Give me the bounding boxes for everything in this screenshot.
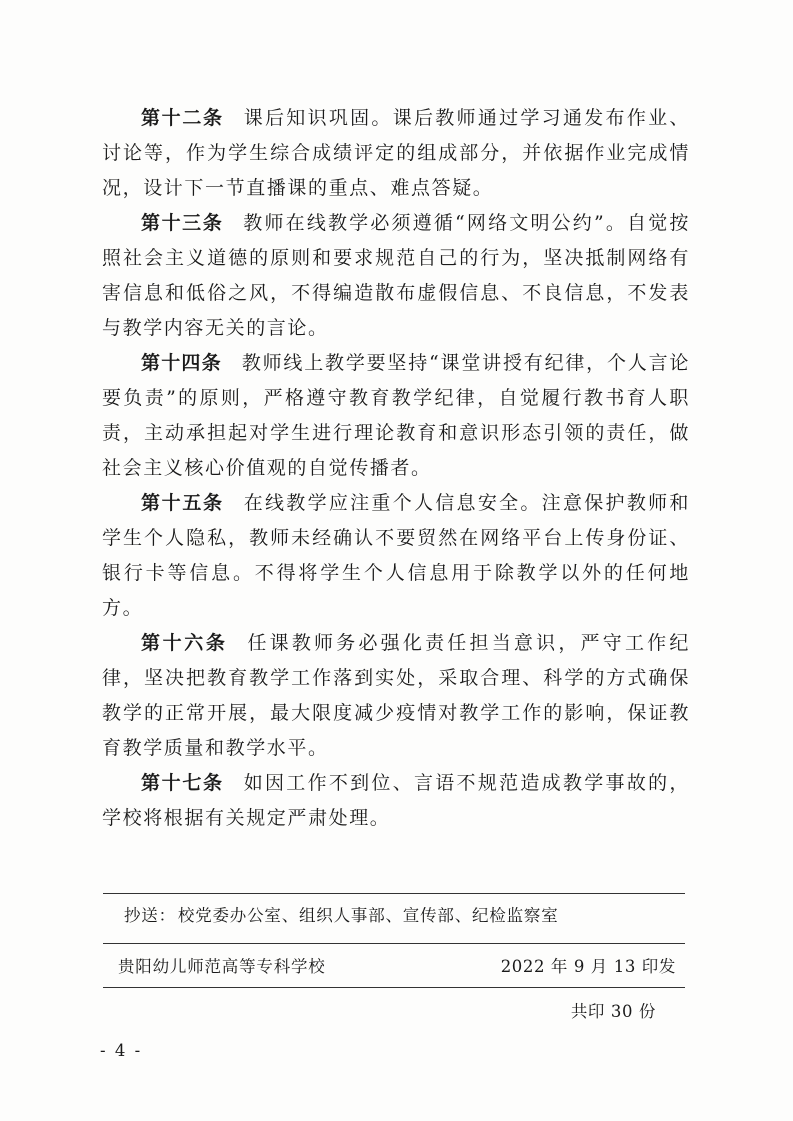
cc-recipients: 校党委办公室、组织人事部、宣传部、纪检监察室	[177, 906, 559, 925]
footer-divider-bottom	[103, 987, 685, 988]
article-text: 课后知识巩固。课后教师通过学习通发布作业、讨论等，作为学生综合成绩评定的组成部分，并依据作业完成情况，设计下一节直播课的重点、难点答疑。	[102, 107, 690, 199]
article-list	[102, 101, 690, 836]
issuing-institution: 贵阳幼儿师范高等专科学校	[118, 957, 326, 976]
article-number: 第十七条	[141, 772, 224, 794]
article-text: 教师在线教学必须遵循“网络文明公约”。自觉按照社会主义道德的原则和要求规范自己的行为，坚决抵制网络有害信息和低俗之风，不得编造散布虚假信息、不良信息，不发表与教学内容无关的言论。	[102, 212, 690, 339]
article-number: 第十五条	[141, 492, 224, 514]
article-15	[102, 486, 690, 626]
article-12	[102, 101, 690, 206]
article-text: 教师线上教学要坚持“课堂讲授有纪律，个人言论要负责”的原则，严格遵守教育教学纪律，自觉履行教书育人职责，主动承担起对学生进行理论教育和意识形态引领的责任，做社会主义核心价值观的自觉传播者。	[102, 352, 690, 479]
article-14	[102, 346, 690, 486]
article-number: 第十六条	[141, 632, 228, 654]
article-17	[102, 766, 690, 836]
page-number: - 4 -	[100, 1041, 143, 1060]
article-16	[102, 626, 690, 766]
cc-line	[124, 902, 559, 926]
article-number: 第十四条	[141, 352, 222, 374]
article-text: 任课教师务必强化责任担当意识，严守工作纪律，坚决把教育教学工作落到实处，采取合理、科学的方式确保教学的正常开展，最大限度减少疫情对教学工作的影响，保证教育教学质量和教学水平。	[102, 632, 690, 759]
issue-date: 2022 年 9 月 13 印发	[500, 957, 676, 976]
cc-label: 抄送：	[124, 906, 176, 925]
article-text: 在线教学应注重个人信息安全。注意保护教师和学生个人隐私，教师未经确认不要贸然在网络平台上传身份证、银行卡等信息。不得将学生个人信息用于除教学以外的任何地方。	[102, 492, 690, 619]
print-copies: 共印 30 份	[570, 1002, 656, 1021]
footer-divider-middle	[103, 943, 685, 944]
article-text: 如因工作不到位、言语不规范造成教学事故的，学校将根据有关规定严肃处理。	[102, 772, 690, 829]
footer-divider-top	[103, 893, 685, 894]
article-number: 第十三条	[141, 212, 224, 234]
article-13	[102, 206, 690, 346]
article-number: 第十二条	[141, 107, 224, 129]
